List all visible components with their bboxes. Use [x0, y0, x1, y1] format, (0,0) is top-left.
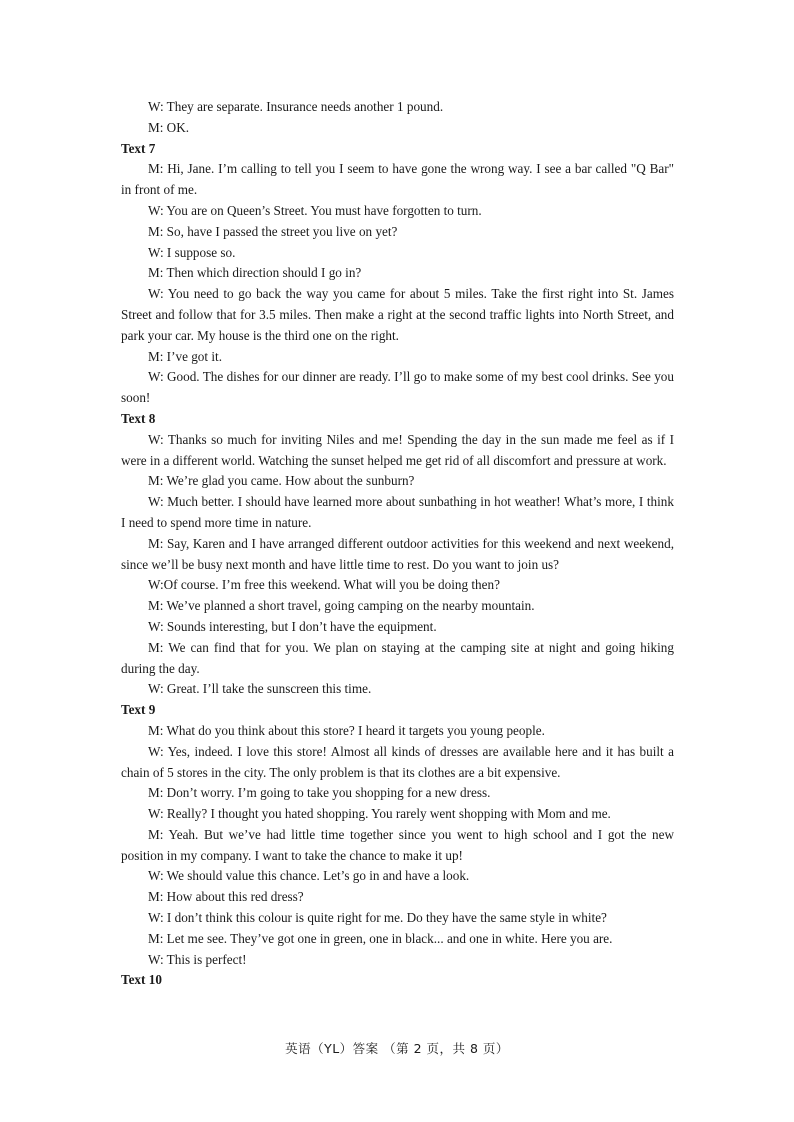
dialogue-line: W: Good. The dishes for our dinner are ready. I’ll go to make some of my best cool drinks. See you soon!	[121, 369, 674, 406]
dialogue-line: W: Really? I thought you hated shopping. You rarely went shopping with Mom and me.	[148, 806, 611, 822]
section-heading: Text 8	[121, 410, 156, 426]
dialogue-line: W: You are on Queen’s Street. You must have forgotten to turn.	[148, 202, 482, 218]
dialogue-line: M: I’ve got it.	[148, 348, 222, 364]
dialogue-line: M: We can find that for you. We plan on staying at the camping site at night and going hiking during the day.	[121, 639, 674, 676]
dialogue-line: M: Then which direction should I go in?	[148, 265, 362, 281]
dialogue-line: W: This is perfect!	[148, 951, 247, 967]
dialogue-line: W: You need to go back the way you came for about 5 miles. Take the first right into St. James Street and follow that for 3.5 miles. Then make a right at the second traffic lights into North Street, and park your car. My house is the third one on the right.	[121, 286, 674, 343]
dialogue-line: W: Much better. I should have learned more about sunbathing in hot weather! What’s more, I think I need to spend more time in nature.	[121, 494, 674, 530]
dialogue-line: W: I suppose so.	[148, 244, 236, 260]
dialogue-line: W: Great. I’ll take the sunscreen this time.	[148, 681, 372, 697]
dialogue-line: M: Hi, Jane. I’m calling to tell you I seem to have gone the wrong way. I see a bar called "Q Bar" in front of me.	[121, 161, 674, 198]
dialogue-line: W: I don’t think this colour is quite right for me. Do they have the same style in white?	[148, 910, 607, 926]
section-heading: Text 9	[121, 702, 156, 718]
dialogue-line: M: What do you think about this store? I heard it targets you young people.	[148, 722, 545, 738]
dialogue-line: M: Let me see. They’ve got one in green, one in black... and one in white. Here you are.	[148, 930, 613, 946]
dialogue-line: W: Yes, indeed. I love this store! Almost all kinds of dresses are available here and it has built a chain of 5 stores in the city. The only problem is that its clothes are a bit expensive.	[121, 743, 674, 780]
dialogue-line: W: They are separate. Insurance needs another 1 pound.	[148, 99, 444, 114]
dialogue-line: W: Sounds interesting, but I don’t have the equipment.	[148, 618, 437, 634]
dialogue-line: M: How about this red dress?	[148, 889, 304, 905]
section-heading: Text 10	[121, 972, 162, 988]
dialogue-line: W: We should value this chance. Let’s go in and have a look.	[148, 868, 470, 884]
dialogue-line: M: Don’t worry. I’m going to take you shopping for a new dress.	[148, 785, 491, 801]
section-heading: Text 7	[121, 140, 156, 156]
dialogue-line: M: We’ve planned a short travel, going camping on the nearby mountain.	[148, 598, 535, 614]
dialogue-line: M: So, have I passed the street you live on yet?	[148, 223, 398, 239]
dialogue-line: W:Of course. I’m free this weekend. What will you be doing then?	[148, 577, 500, 593]
dialogue-line: M: Yeah. But we’ve had little time together since you went to high school and I got the new position in my company. I want to take the chance to make it up!	[121, 826, 674, 863]
page-footer: 英语（YL）答案 （第 2 页，共 8 页）	[285, 1041, 509, 1056]
dialogue-line: M: Say, Karen and I have arranged different outdoor activities for this weekend and next weekend, since we’ll be busy next month and have little time to rest. Do you want to join us?	[121, 535, 674, 572]
dialogue-line: W: Thanks so much for inviting Niles and me! Spending the day in the sun made me feel as if I were in a different world. Watching the sunset helped me get rid of all discomfort and pressure at work.	[121, 431, 674, 468]
dialogue-line: M: OK.	[148, 119, 190, 135]
dialogue-line: M: We’re glad you came. How about the sunburn?	[148, 473, 415, 489]
transcript-body	[121, 97, 674, 991]
